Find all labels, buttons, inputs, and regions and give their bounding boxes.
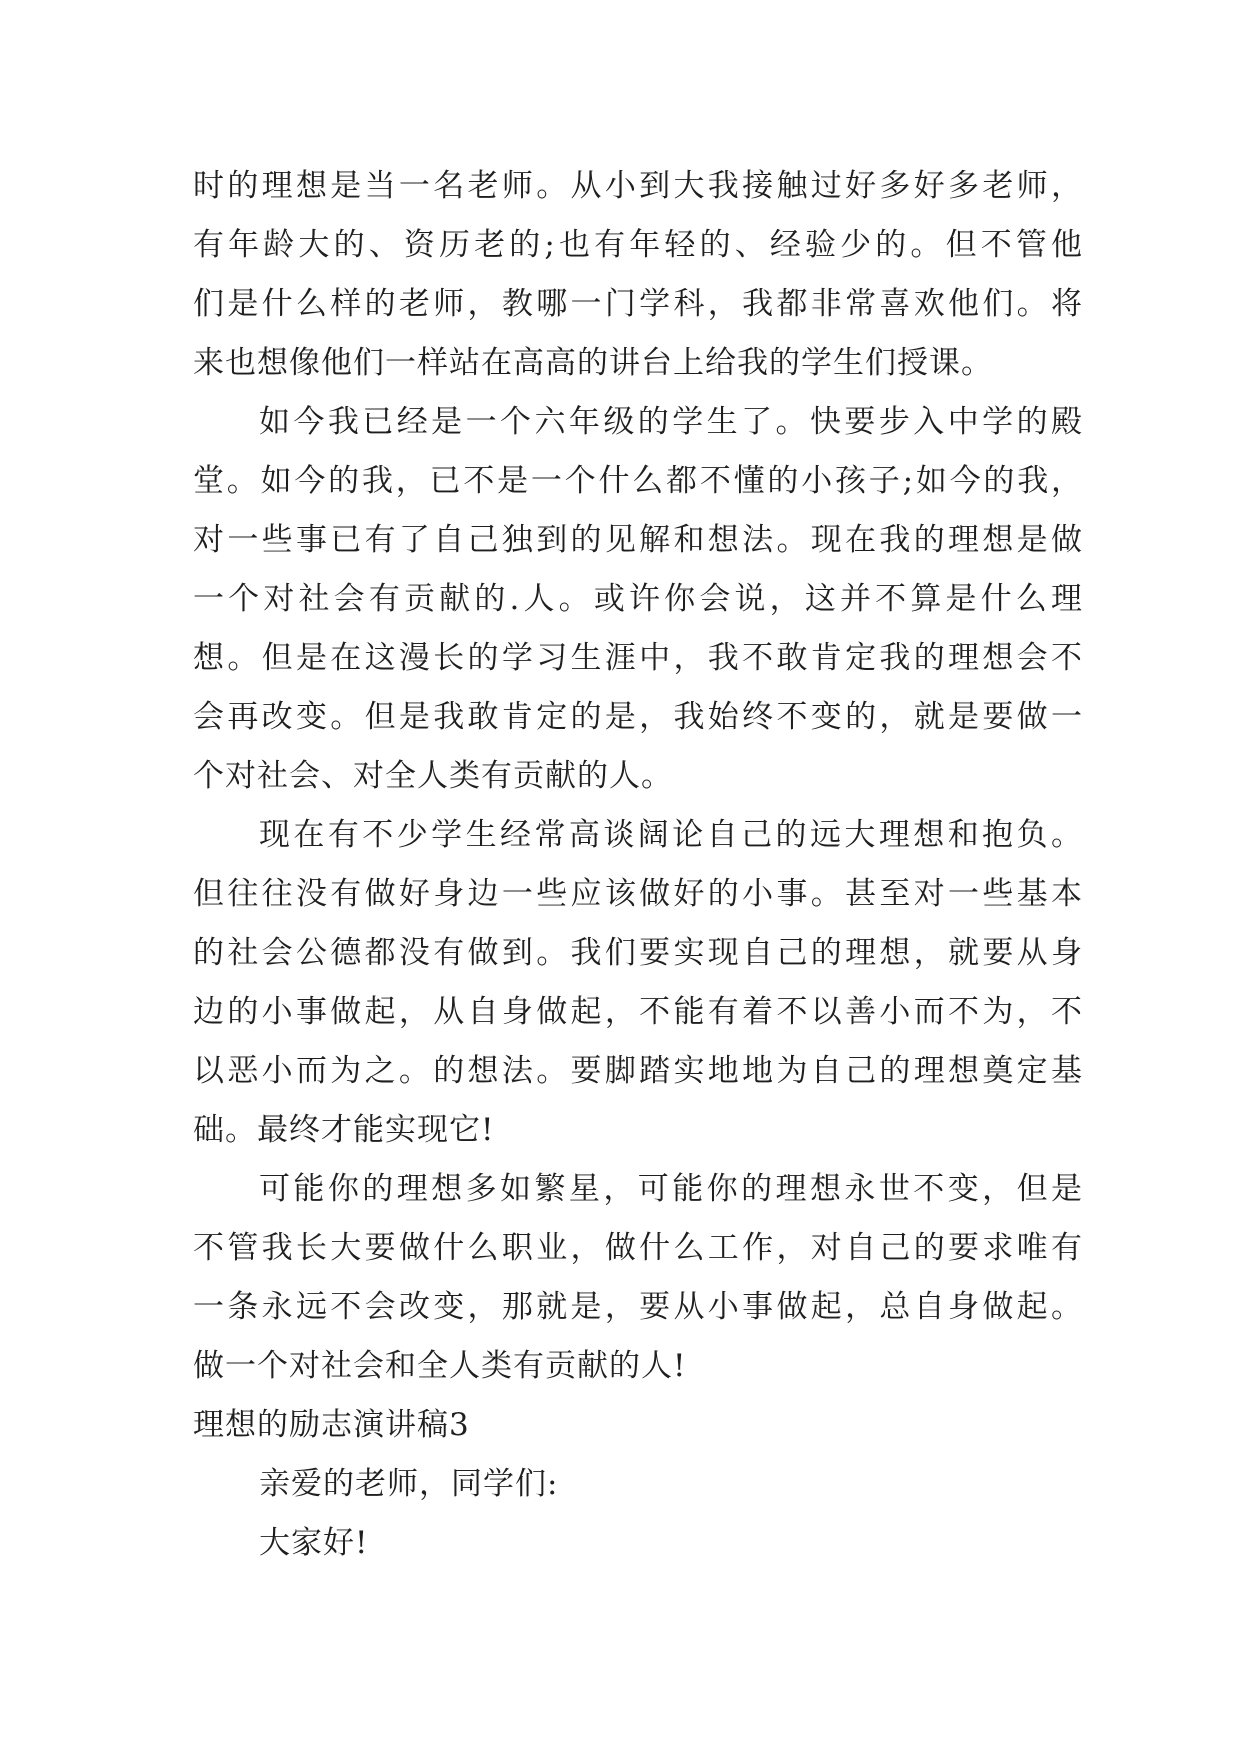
text-line: 础。最终才能实现它! bbox=[193, 1112, 495, 1148]
text-line: 以恶小而为之。的想法。要脚踏实地地为自己的理想奠定基 bbox=[193, 1053, 1083, 1089]
paragraph-first-line: 现在有不少学生经常高谈阔论自己的远大理想和抱负。 bbox=[259, 817, 1083, 853]
text-line: 有年龄大的、资历老的;也有年轻的、经验少的。但不管他 bbox=[193, 227, 1083, 263]
paragraph-first-line: 可能你的理想多如繁星，可能你的理想永世不变，但是 bbox=[259, 1171, 1083, 1207]
text-line: 做一个对社会和全人类有贡献的人! bbox=[193, 1348, 687, 1384]
text-line: 一个对社会有贡献的.人。或许你会说，这并不算是什么理 bbox=[193, 581, 1083, 617]
document-body bbox=[193, 157, 1083, 1573]
text-line: 会再改变。但是我敢肯定的是，我始终不变的，就是要做一 bbox=[193, 699, 1083, 735]
text-line: 一条永远不会改变，那就是，要从小事做起，总自身做起。 bbox=[193, 1289, 1083, 1325]
text-line: 但往往没有做好身边一些应该做好的小事。甚至对一些基本 bbox=[193, 876, 1083, 912]
salutation-line: 亲爱的老师，同学们: bbox=[259, 1466, 559, 1502]
text-line: 想。但是在这漫长的学习生涯中，我不敢肯定我的理想会不 bbox=[193, 640, 1083, 676]
text-line: 来也想像他们一样站在高高的讲台上给我的学生们授课。 bbox=[193, 345, 993, 381]
text-line: 不管我长大要做什么职业，做什么工作，对自己的要求唯有 bbox=[193, 1230, 1083, 1266]
text-line: 的社会公德都没有做到。我们要实现自己的理想，就要从身 bbox=[193, 935, 1083, 971]
text-line: 时的理想是当一名老师。从小到大我接触过好多好多老师， bbox=[193, 168, 1083, 204]
paragraph-first-line: 如今我已经是一个六年级的学生了。快要步入中学的殿 bbox=[259, 404, 1083, 440]
text-line: 对一些事已有了自己独到的见解和想法。现在我的理想是做 bbox=[193, 522, 1083, 558]
text-line: 们是什么样的老师，教哪一门学科，我都非常喜欢他们。将 bbox=[193, 286, 1083, 322]
text-line: 个对社会、对全人类有贡献的人。 bbox=[193, 758, 673, 794]
text-line: 堂。如今的我，已不是一个什么都不懂的小孩子;如今的我， bbox=[193, 463, 1083, 499]
section-heading: 理想的励志演讲稿3 bbox=[193, 1407, 470, 1443]
greeting-line: 大家好! bbox=[259, 1525, 369, 1561]
text-line: 边的小事做起，从自身做起，不能有着不以善小而不为，不 bbox=[193, 994, 1083, 1030]
